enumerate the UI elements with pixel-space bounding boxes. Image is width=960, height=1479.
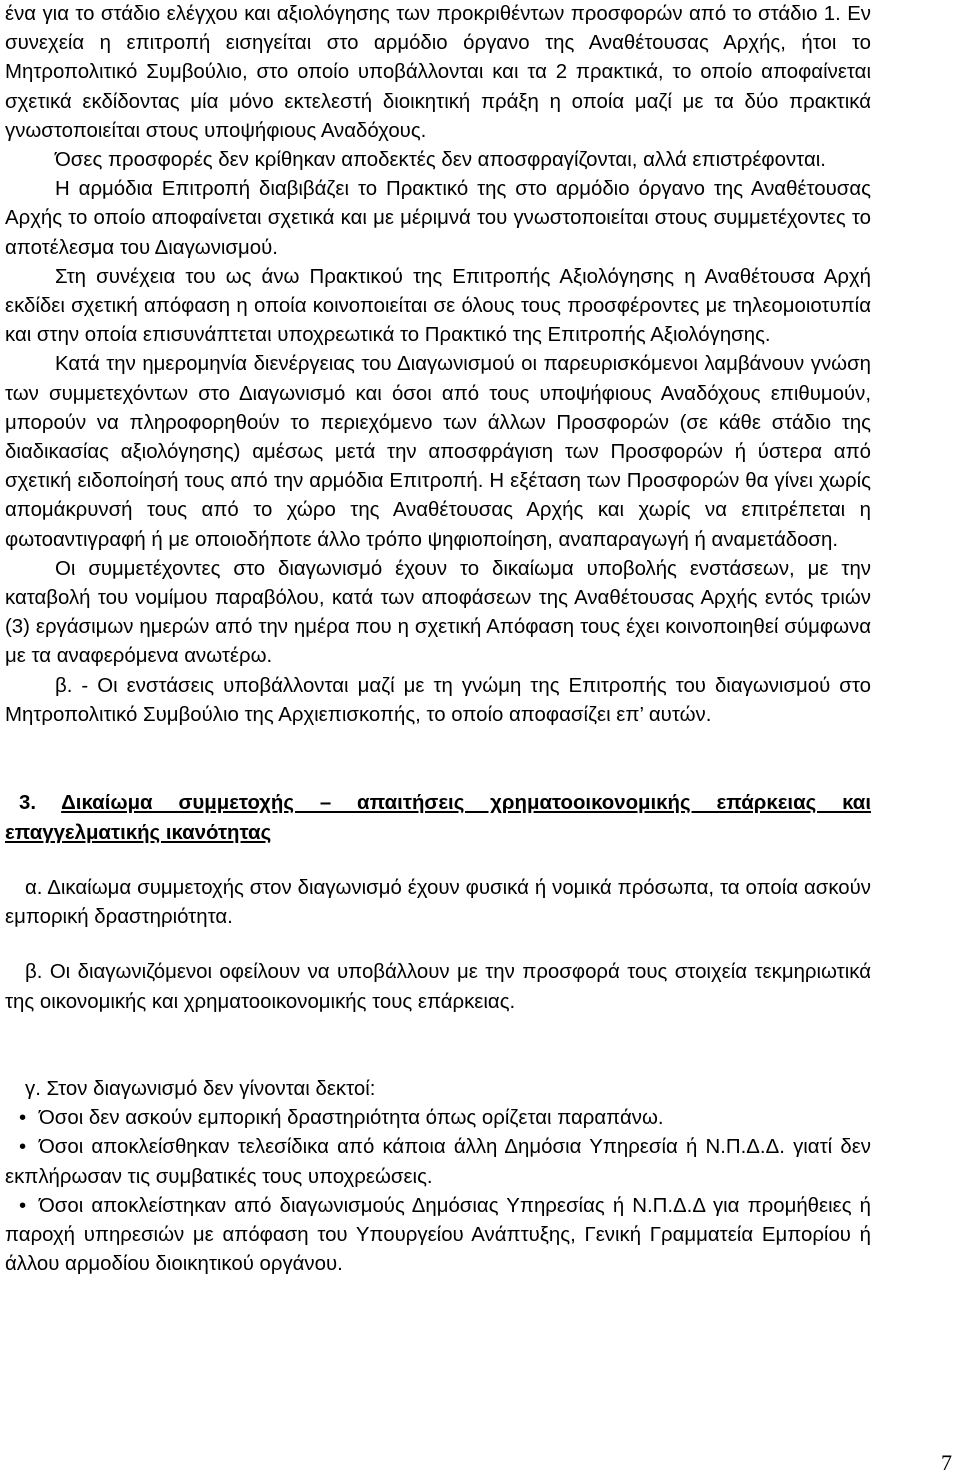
page-number: 7 — [941, 1450, 952, 1475]
spacer — [5, 932, 871, 958]
spacer — [5, 848, 871, 874]
paragraph: β. Οι διαγωνιζόμενοι οφείλουν να υποβάλλουν με την προσφορά τους στοιχεία τεκμηριωτικά της οικονομικής και χρηματοοικονομικής τους επάρκειας. — [5, 961, 871, 1013]
section-heading — [5, 788, 871, 848]
spacer — [5, 1017, 871, 1075]
section-title: Δικαίωμα συμμετοχής – απαιτήσεις χρηματοοικονομικής επάρκειας και επαγγελματικής ικανότητας — [5, 792, 871, 845]
paragraph: β. - Οι ενστάσεις υποβάλλονται μαζί με τη γνώμη της Επιτροπής του διαγωνισμού στο Μητροπολιτικό Συμβούλιο της Αρχιεπισκοπής, το οποίο αποφασίζει επ’ αυτών. — [5, 674, 871, 726]
list-item-text: Όσοι αποκλείστηκαν από διαγωνισμούς Δημόσιας Υπηρεσίας ή Ν.Π.Δ.Δ για προμήθειες ή παροχή υπηρεσιών με απόφαση του Υπουργείου Ανάπτυξης, Γενική Γραμματεία Εμπορίου ή άλλου αρμοδίου διοικητικού οργάνου. — [5, 1194, 871, 1276]
paragraph: Η αρμόδια Επιτροπή διαβιβάζει το Πρακτικό της στο αρμόδιο όργανο της Αναθέτουσας Αρχής το οποίο αποφαίνεται σχετικά και με μέριμνά του γνωστοποιείται στους συμμετέχοντες το αποτέλεσμα του Διαγωνισμού. — [5, 178, 871, 259]
paragraph: Κατά την ημερομηνία διενέργειας του Διαγωνισμού οι παρευρισκόμενοι λαμβάνουν γνώση των συμμετεχόντων στο Διαγωνισμό και όσοι από τους υποψήφιους Αναδόχους επιθυμούν, μπορούν να πληροφορηθούν το περιεχόμενο των άλλων Προσφορών (σε κάθε στάδιο της διαδικασίας αξιολόγησης) αμέσως μετά την αποσφράγιση των Προσφορών ή ύστερα από σχετική ειδοποίησή τους από την αρμόδια Επιτροπή. Η εξέταση των Προσφορών θα γίνει χωρίς απομάκρυνσή τους από το χώρο της Αναθέτουσας Αρχής και χωρίς να επιτρέπεται η φωτοαντιγραφή ή με οποιοδήποτε άλλο τρόπο ψηφιοποίηση, αναπαραγωγή ή αναμετάδοση. — [5, 353, 871, 551]
bullet-icon: • — [19, 1107, 27, 1130]
list-item — [5, 1192, 871, 1280]
section-number: 3. — [19, 792, 37, 815]
spacer — [5, 730, 871, 788]
paragraph: Οι συμμετέχοντες στο διαγωνισμό έχουν το δικαίωμα υποβολής ενστάσεων, με την καταβολή του νομίμου παραβόλου, κατά των αποφάσεων της Αναθέτουσας Αρχής εντός τριών (3) εργάσιμων ημερών από την ημέρα που η σχετική Απόφαση τους έχει κοινοποιηθεί σύμφωνα με τα αναφερόμενα ανωτέρω. — [5, 557, 871, 668]
bullet-icon: • — [19, 1194, 27, 1217]
paragraph: ένα για το στάδιο ελέγχου και αξιολόγησης των προκριθέντων προσφορών από το στάδιο 1. Εν συνεχεία η επιτροπή εισηγείται στο αρμόδιο όργανο της Αναθέτουσας Αρχής, ήτοι το Μητροπολιτικό Συμβούλιο, στο οποίο υποβάλλονται και τα 2 πρακτικά, το οποίο αποφαίνεται σχετικά εκδίδοντας μία μόνο εκτελεστή διοικητική πράξη η οποία μαζί με τα δύο πρακτικά γνωστοποιείται στους υποψήφιους Αναδόχους. — [5, 3, 871, 142]
paragraph: Στη συνέχεια του ως άνω Πρακτικού της Επιτροπής Αξιολόγησης η Αναθέτουσα Αρχή εκδίδει σχετική απόφαση η οποία κοινοποιείται σε όλους τους προσφέροντες με τηλεομοιοτυπία και στην οποία επισυνάπτεται υποχρεωτικά το Πρακτικό της Επιτροπής Αξιολόγησης. — [5, 265, 871, 347]
bullet-icon: • — [19, 1136, 27, 1159]
document-page — [5, 0, 871, 1279]
paragraph: Όσες προσφορές δεν κρίθηκαν αποδεκτές δεν αποσφραγίζονται, αλλά επιστρέφονται. — [55, 149, 826, 172]
list-item-text: Όσοι αποκλείσθηκαν τελεσίδικα από κάποια άλλη Δημόσια Υπηρεσία ή Ν.Π.Δ.Δ. γιατί δεν εκπλήρωσαν τις συμβατικές τους υποχρεώσεις. — [5, 1136, 871, 1188]
list-intro: γ. Στον διαγωνισμό δεν γίνονται δεκτοί: — [25, 1077, 376, 1100]
list-item — [5, 1104, 871, 1133]
list-item — [5, 1133, 871, 1191]
paragraph: α. Δικαίωμα συμμετοχής στον διαγωνισμό έχουν φυσικά ή νομικά πρόσωπα, τα οποία ασκούν εμπορική δραστηριότητα. — [5, 877, 871, 929]
list-item-text: Όσοι δεν ασκούν εμπορική δραστηριότητα όπως ορίζεται παραπάνω. — [39, 1107, 664, 1130]
